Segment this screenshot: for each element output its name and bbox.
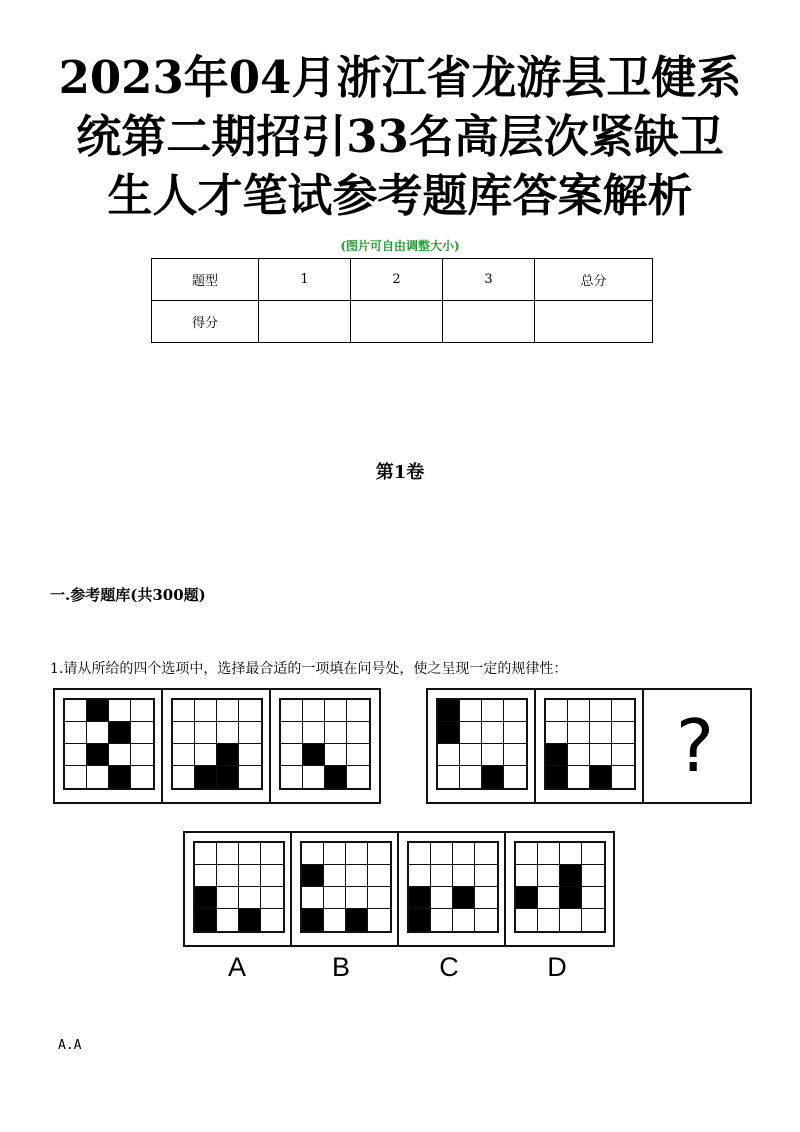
grid-square [303,722,325,744]
grid-square [302,865,324,887]
grid-square [346,909,368,931]
grid-square [195,744,217,766]
grid-square [560,887,582,909]
page-title-line-2: 统第二期招引33名高层次紧缺卫 [76,110,724,163]
grid-square [281,722,303,744]
grid-square [504,722,526,744]
grid-square [475,843,497,865]
grid-square [195,700,217,722]
grid-square [109,744,131,766]
grid-square [590,744,612,766]
grid-square [281,700,303,722]
grid-square [347,766,369,788]
grid-square [324,843,346,865]
score-table-header-row [152,259,653,301]
grid-square [612,722,634,744]
grid-square [217,909,239,931]
grid-square [217,700,239,722]
grid-square [590,722,612,744]
grid-square [568,744,590,766]
grid-square [239,744,261,766]
score-row-label: 得分 [152,301,259,343]
option-figure-c[interactable] [399,833,506,945]
header-cell-type: 题型 [152,259,259,301]
grid-square [109,722,131,744]
grid-square [409,887,431,909]
grid-square [217,766,239,788]
volume-label: 第1卷 [375,462,425,483]
grid-square [239,909,261,931]
grid-square [131,744,153,766]
score-input-1[interactable] [259,301,351,343]
header-cell-3: 3 [443,259,535,301]
grid-square [482,744,504,766]
grid-square [431,887,453,909]
grid-square [324,909,346,931]
grid-square [453,887,475,909]
grid-square [87,766,109,788]
grid-square [568,722,590,744]
grid-square [482,722,504,744]
grid-square [131,700,153,722]
grid-square [538,843,560,865]
grid-square [347,700,369,722]
grid-square [324,887,346,909]
grid-square [239,887,261,909]
page-title-line-1: 2023年04月浙江省龙游县卫健系 [58,51,742,104]
grid-square [460,722,482,744]
grid-square [261,909,283,931]
left-group-figure-2 [163,690,271,802]
grid-square [612,766,634,788]
grid-square [346,887,368,909]
grid-square [516,843,538,865]
grid-square [504,766,526,788]
grid-square [546,744,568,766]
grid-square [302,909,324,931]
grid-square [302,843,324,865]
grid-square [239,865,261,887]
grid-square [453,909,475,931]
grid-square [87,744,109,766]
grid-square [516,865,538,887]
pattern-grid [279,698,371,790]
grid-square [504,744,526,766]
answer-line: A.A [58,1038,82,1053]
grid-square [325,722,347,744]
grid-square [516,909,538,931]
pattern-grid [544,698,636,790]
grid-square [460,744,482,766]
grid-square [195,722,217,744]
answer-options-panel [183,831,615,947]
grid-square [281,766,303,788]
grid-square [347,744,369,766]
pattern-grid [171,698,263,790]
grid-square [590,766,612,788]
score-input-total[interactable] [535,301,653,343]
grid-square [538,887,560,909]
grid-square [438,700,460,722]
grid-square [538,865,560,887]
grid-square [612,744,634,766]
grid-square [431,865,453,887]
grid-square [431,909,453,931]
grid-square [239,843,261,865]
grid-square [409,909,431,931]
grid-square [460,700,482,722]
left-group-figure-3 [271,690,375,802]
grid-square [131,766,153,788]
grid-square [568,766,590,788]
right-group-figure-2 [536,690,644,802]
grid-square [453,843,475,865]
grid-square [65,700,87,722]
score-table [151,258,653,343]
option-figure-a[interactable] [185,833,292,945]
grid-square [281,744,303,766]
pattern-grid [514,841,606,933]
grid-square [368,887,390,909]
grid-square [217,843,239,865]
grid-square [65,766,87,788]
grid-square [368,865,390,887]
grid-square [324,865,346,887]
grid-square [368,909,390,931]
grid-square [582,887,604,909]
option-label-a[interactable]: A [227,952,246,982]
grid-square [590,700,612,722]
page-title-line-3: 生人才笔试参考题库答案解析 [107,169,693,222]
grid-square [438,766,460,788]
grid-square [482,700,504,722]
puzzle-group-right [426,688,752,804]
grid-square [438,722,460,744]
grid-square [431,843,453,865]
grid-square [546,700,568,722]
grid-square [560,843,582,865]
grid-square [217,744,239,766]
grid-square [261,887,283,909]
grid-square [538,909,560,931]
grid-square [195,843,217,865]
grid-square [475,909,497,931]
option-label-d[interactable]: D [547,952,567,982]
grid-square [475,887,497,909]
grid-square [582,865,604,887]
grid-square [173,722,195,744]
grid-square [173,766,195,788]
grid-square [516,887,538,909]
grid-square [460,766,482,788]
option-label-c[interactable]: C [439,952,459,982]
grid-square [347,722,369,744]
grid-square [475,865,497,887]
right-group-figure-3 [644,690,746,802]
grid-square [303,766,325,788]
left-group-figure-1 [55,690,163,802]
option-figure-d[interactable] [506,833,609,945]
grid-square [87,700,109,722]
pattern-grid [300,841,392,933]
header-cell-2: 2 [351,259,443,301]
grid-square [482,766,504,788]
grid-square [453,865,475,887]
grid-square [409,843,431,865]
grid-square [131,722,153,744]
pattern-grid [193,841,285,933]
grid-square [346,865,368,887]
grid-square [217,887,239,909]
grid-square [87,722,109,744]
grid-square [582,909,604,931]
grid-square [303,700,325,722]
image-resize-note: (图片可自由调整大小) [340,239,460,253]
header-cell-total: 总分 [535,259,653,301]
grid-square [438,744,460,766]
grid-square [325,700,347,722]
grid-square [368,843,390,865]
question-mark-icon: ? [675,704,715,788]
grid-square [173,700,195,722]
option-figure-b[interactable] [292,833,399,945]
score-input-2[interactable] [351,301,443,343]
question-1-text: 1.请从所给的四个选项中，选择最合适的一项填在问号处，使之呈现一定的规律性： [50,661,568,677]
grid-square [325,744,347,766]
grid-square [65,744,87,766]
grid-square [195,865,217,887]
grid-square [217,865,239,887]
score-input-3[interactable] [443,301,535,343]
grid-square [173,744,195,766]
grid-square [109,766,131,788]
grid-square [346,843,368,865]
header-cell-1: 1 [259,259,351,301]
option-label-b[interactable]: B [331,952,350,982]
grid-square [546,766,568,788]
grid-square [504,700,526,722]
grid-square [195,909,217,931]
grid-square [568,700,590,722]
grid-square [261,865,283,887]
pattern-grid [407,841,499,933]
pattern-grid [63,698,155,790]
grid-square [303,744,325,766]
right-group-figure-1 [428,690,536,802]
grid-square [239,722,261,744]
grid-square [582,843,604,865]
pattern-grid [436,698,528,790]
grid-square [612,700,634,722]
grid-square [195,887,217,909]
grid-square [560,865,582,887]
section-heading: 一.参考题库(共300题) [50,586,206,604]
grid-square [409,865,431,887]
grid-square [239,700,261,722]
grid-square [239,766,261,788]
grid-square [65,722,87,744]
score-table-score-row [152,301,653,343]
grid-square [261,843,283,865]
grid-square [302,887,324,909]
grid-square [109,700,131,722]
puzzle-group-left [53,688,381,804]
grid-square [217,722,239,744]
grid-square [560,909,582,931]
grid-square [546,722,568,744]
grid-square [325,766,347,788]
grid-square [195,766,217,788]
